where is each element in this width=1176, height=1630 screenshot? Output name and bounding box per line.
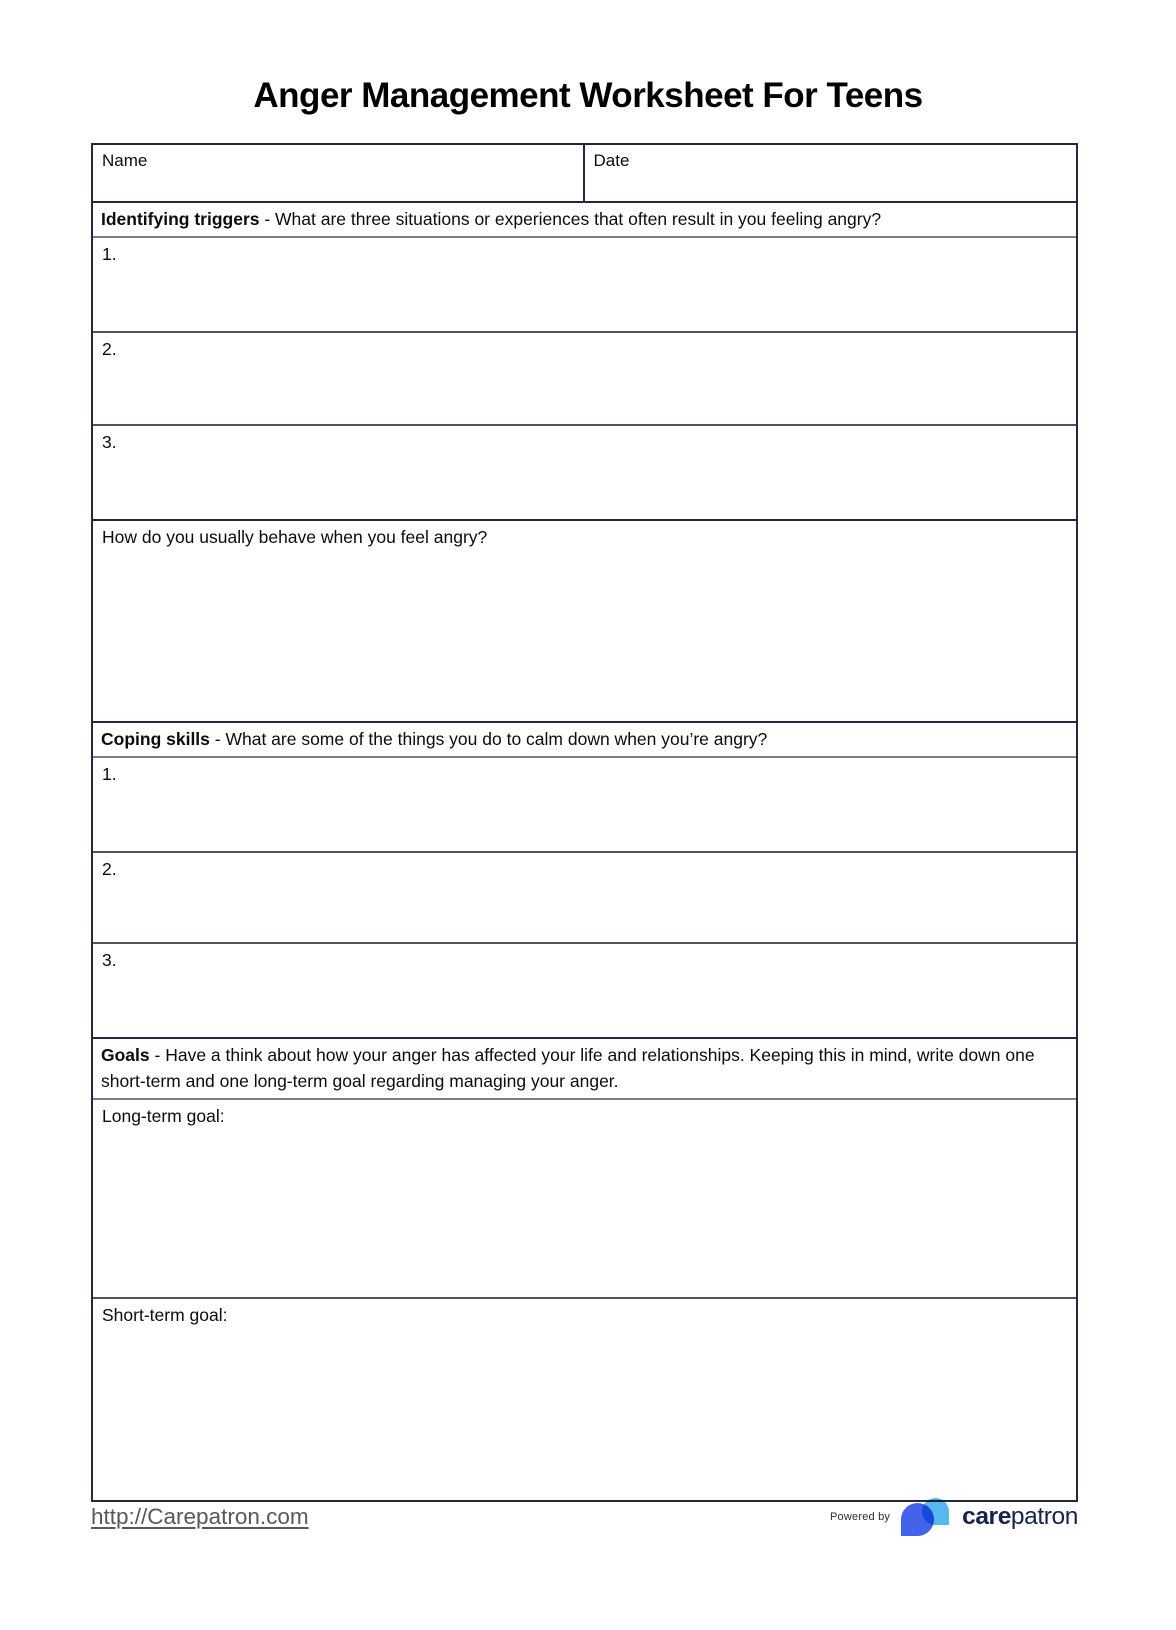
trigger-1-number: 1. xyxy=(102,244,117,264)
goals-section-header xyxy=(93,1037,1076,1100)
coping-answer-1[interactable] xyxy=(93,758,1076,851)
coping-2-number: 2. xyxy=(102,859,117,879)
name-label: Name xyxy=(102,151,148,170)
page-footer xyxy=(91,1498,1078,1536)
behavior-question: How do you usually behave when you feel angry? xyxy=(102,527,488,547)
coping-answer-2[interactable] xyxy=(93,851,1076,942)
coping-prompt: - What are some of the things you do to calm down when you’re angry? xyxy=(209,729,768,749)
long-term-goal-box[interactable] xyxy=(93,1100,1076,1297)
page-title: Anger Management Worksheet For Teens xyxy=(253,76,923,115)
name-field[interactable] xyxy=(93,145,585,201)
triggers-heading: Identifying triggers xyxy=(101,209,260,229)
carepatron-link[interactable]: http://Carepatron.com xyxy=(91,1504,309,1529)
wordmark-patron: patron xyxy=(1010,1503,1078,1530)
logo-light-bubble-icon xyxy=(922,1498,949,1525)
powered-by-brand xyxy=(830,1498,1078,1536)
long-term-goal-label: Long-term goal: xyxy=(102,1106,225,1126)
coping-answer-3[interactable] xyxy=(93,942,1076,1037)
coping-heading: Coping skills xyxy=(101,729,210,749)
wordmark-care: care xyxy=(962,1503,1011,1530)
trigger-3-number: 3. xyxy=(102,432,117,452)
coping-section-header xyxy=(93,721,1076,758)
name-date-row xyxy=(93,145,1076,201)
triggers-section-header xyxy=(93,201,1076,238)
short-term-goal-label: Short-term goal: xyxy=(102,1305,228,1325)
goals-heading: Goals xyxy=(101,1045,150,1065)
worksheet-table xyxy=(91,143,1078,1502)
trigger-2-number: 2. xyxy=(102,339,117,359)
triggers-prompt: - What are three situations or experiences that often result in you feeling angry? xyxy=(259,209,882,229)
coping-3-number: 3. xyxy=(102,950,117,970)
date-label: Date xyxy=(593,151,630,170)
trigger-answer-1[interactable] xyxy=(93,238,1076,331)
trigger-answer-3[interactable] xyxy=(93,424,1076,519)
trigger-answer-2[interactable] xyxy=(93,331,1076,424)
carepatron-speech-bubbles-icon xyxy=(901,1498,951,1536)
behavior-answer-box[interactable] xyxy=(93,519,1076,721)
powered-by-label: Powered by xyxy=(830,1511,891,1523)
coping-1-number: 1. xyxy=(102,764,117,784)
date-field[interactable] xyxy=(585,145,1077,201)
short-term-goal-box[interactable] xyxy=(93,1297,1076,1500)
goals-prompt: - Have a think about how your anger has affected your life and relationships. Keeping this in mind, write down one short-term and one long-term goal regarding managing your anger. xyxy=(101,1045,1035,1091)
carepatron-wordmark xyxy=(962,1503,1078,1531)
